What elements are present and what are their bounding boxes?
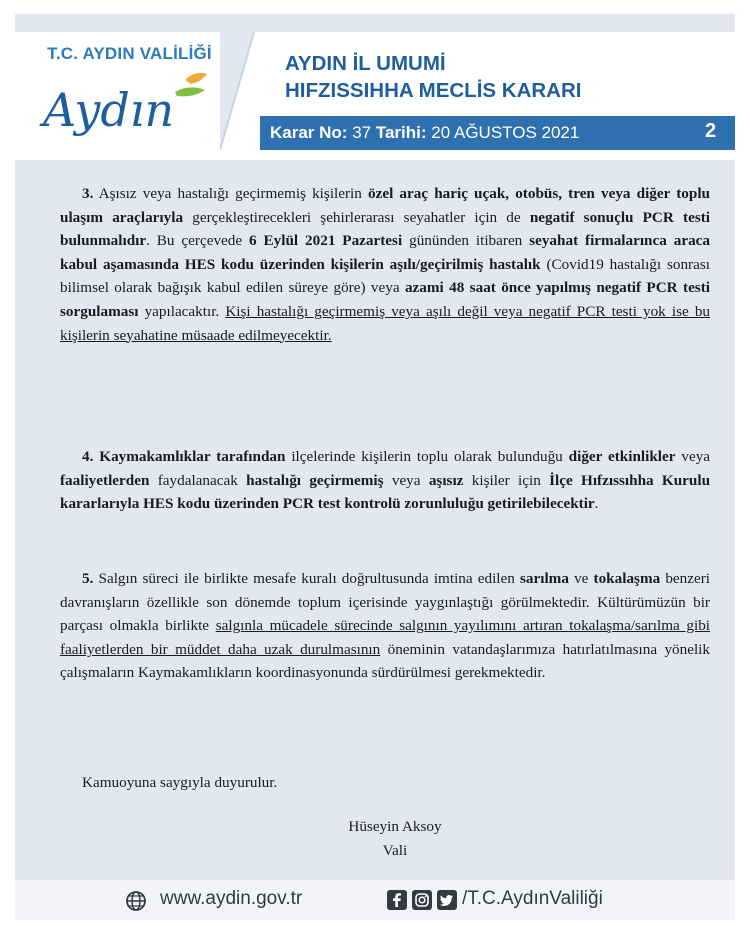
text-run: (Covid19 hastalığı sonrası bilimsel olarak bağışık kabul edilen süreye göre) veya bbox=[60, 255, 710, 297]
text-run: ve bbox=[574, 570, 589, 587]
signatory-name: Hüseyin Aksoy bbox=[348, 818, 442, 835]
date-value: 20 AĞUSTOS 2021 bbox=[431, 123, 580, 142]
paragraph-3 bbox=[60, 182, 710, 347]
text-run: Salgın süreci ile birlikte mesafe kuralı doğrultusunda imtina edilen bbox=[98, 570, 515, 587]
bold-run: diğer etkinlikler bbox=[568, 448, 676, 465]
underlined-run: Kişi hastalığı geçirmemiş veya aşılı değil veya negatif PCR testi yok ise bu kişilerin seyahatine müsaade edilmeyecektir. bbox=[60, 302, 711, 344]
text-run: faydalanacak bbox=[157, 471, 238, 489]
bold-run: azami 48 saat önce yapılmış negatif PCR testi sorgulaması bbox=[60, 279, 710, 320]
top-band bbox=[15, 14, 735, 32]
bold-run: seyahat firmalarınca araca kabul aşamasında HES kodu üzerinden kişilerin aşılı/geçirilmiş hastalık bbox=[60, 232, 711, 273]
paragraph-number: 5. bbox=[82, 570, 94, 587]
bold-run: Kaymakamlıklar tarafından bbox=[99, 448, 286, 465]
bold-run: özel araç hariç uçak, otobüs, tren veya diğer toplu ulaşım araçlarıyla bbox=[60, 185, 710, 226]
bold-run: tokalaşma bbox=[593, 570, 661, 587]
bold-run: sarılma bbox=[520, 570, 569, 587]
globe-icon bbox=[125, 890, 147, 912]
page-number: 2 bbox=[705, 120, 717, 142]
text-run: benzeri davranışların özellikle son dönemde toplum içerisinde yaygınlaştığı görülmektedir. Kültürümüzün bir parçası olmakla birlikte bbox=[60, 570, 711, 635]
bold-run: İlçe Hıfzıssıhha Kurulu kararlarıyla HES kodu üzerinden PCR test kontrolü zorunluluğu getirilebilecektir bbox=[60, 471, 711, 513]
paragraph-5 bbox=[60, 567, 710, 685]
bold-run: negatif sonuçlu PCR testi bulunmalıdır bbox=[60, 208, 711, 250]
bold-run: faaliyetlerden bbox=[60, 471, 150, 489]
title-line-2: HIFZISSIHHA MECLİS KARARI bbox=[285, 79, 582, 102]
social-handle[interactable]: /T.C.AydınValiliği bbox=[462, 888, 603, 909]
title-line-1: AYDIN İL UMUMİ bbox=[285, 52, 446, 75]
date-label: Tarihi: bbox=[375, 123, 427, 142]
decision-info bbox=[270, 123, 579, 143]
text-run: kişiler için bbox=[471, 471, 541, 489]
instagram-icon[interactable] bbox=[412, 890, 432, 910]
decision-label: Karar No: bbox=[270, 123, 348, 142]
paragraph-number: 4. bbox=[82, 448, 94, 465]
text-run: yapılacaktır. bbox=[144, 302, 220, 320]
logo-script-text: Aydın bbox=[43, 83, 175, 137]
text-run: . Bu çerçevede bbox=[146, 232, 243, 250]
text-run: gerçekleştirecekleri şehirlerarası seyahatler için de bbox=[192, 208, 521, 226]
logo bbox=[15, 32, 235, 150]
text-run: öneminin vatandaşlarımıza hatırlatılmasına yönelik çalışmaların Kaymakamlıkların koordinasyonunda sürdürülmesi gerekmektedir. bbox=[60, 640, 710, 682]
text-run: ilçelerinde kişilerin toplu olarak bulunduğu bbox=[291, 448, 563, 465]
bold-run: aşısız bbox=[428, 471, 464, 489]
website-link[interactable]: www.aydin.gov.tr bbox=[160, 888, 303, 909]
bold-run: 6 Eylül 2021 Pazartesi bbox=[249, 232, 403, 250]
closing-statement: Kamuoyuna saygıyla duyurulur. bbox=[82, 774, 278, 791]
logo-title: T.C. AYDIN VALİLİĞİ bbox=[47, 44, 212, 63]
text-run: veya bbox=[391, 471, 421, 489]
text-run: . bbox=[594, 495, 599, 513]
document-header bbox=[15, 32, 735, 150]
aydin-script-logo bbox=[35, 62, 225, 144]
twitter-icon[interactable] bbox=[437, 890, 457, 910]
text-run: gününden itibaren bbox=[409, 232, 523, 250]
text-run: Aşısız veya hastalığı geçirmemiş kişilerin bbox=[98, 185, 362, 202]
signatory-title: Vali bbox=[382, 842, 408, 859]
footer bbox=[15, 880, 735, 920]
bold-run: hastalığı geçirmemiş bbox=[246, 471, 384, 489]
text-run: veya bbox=[681, 448, 711, 465]
decision-number: 37 bbox=[352, 123, 372, 142]
paragraph-4 bbox=[60, 445, 710, 516]
facebook-icon[interactable] bbox=[387, 890, 407, 910]
underlined-run: salgınla mücadele sürecinde salgının yayılımını artıran tokalaşma/sarılma gibi faaliyetlerden bir müddet daha uzak durulmasının bbox=[60, 617, 711, 658]
paragraph-number: 3. bbox=[82, 185, 94, 202]
